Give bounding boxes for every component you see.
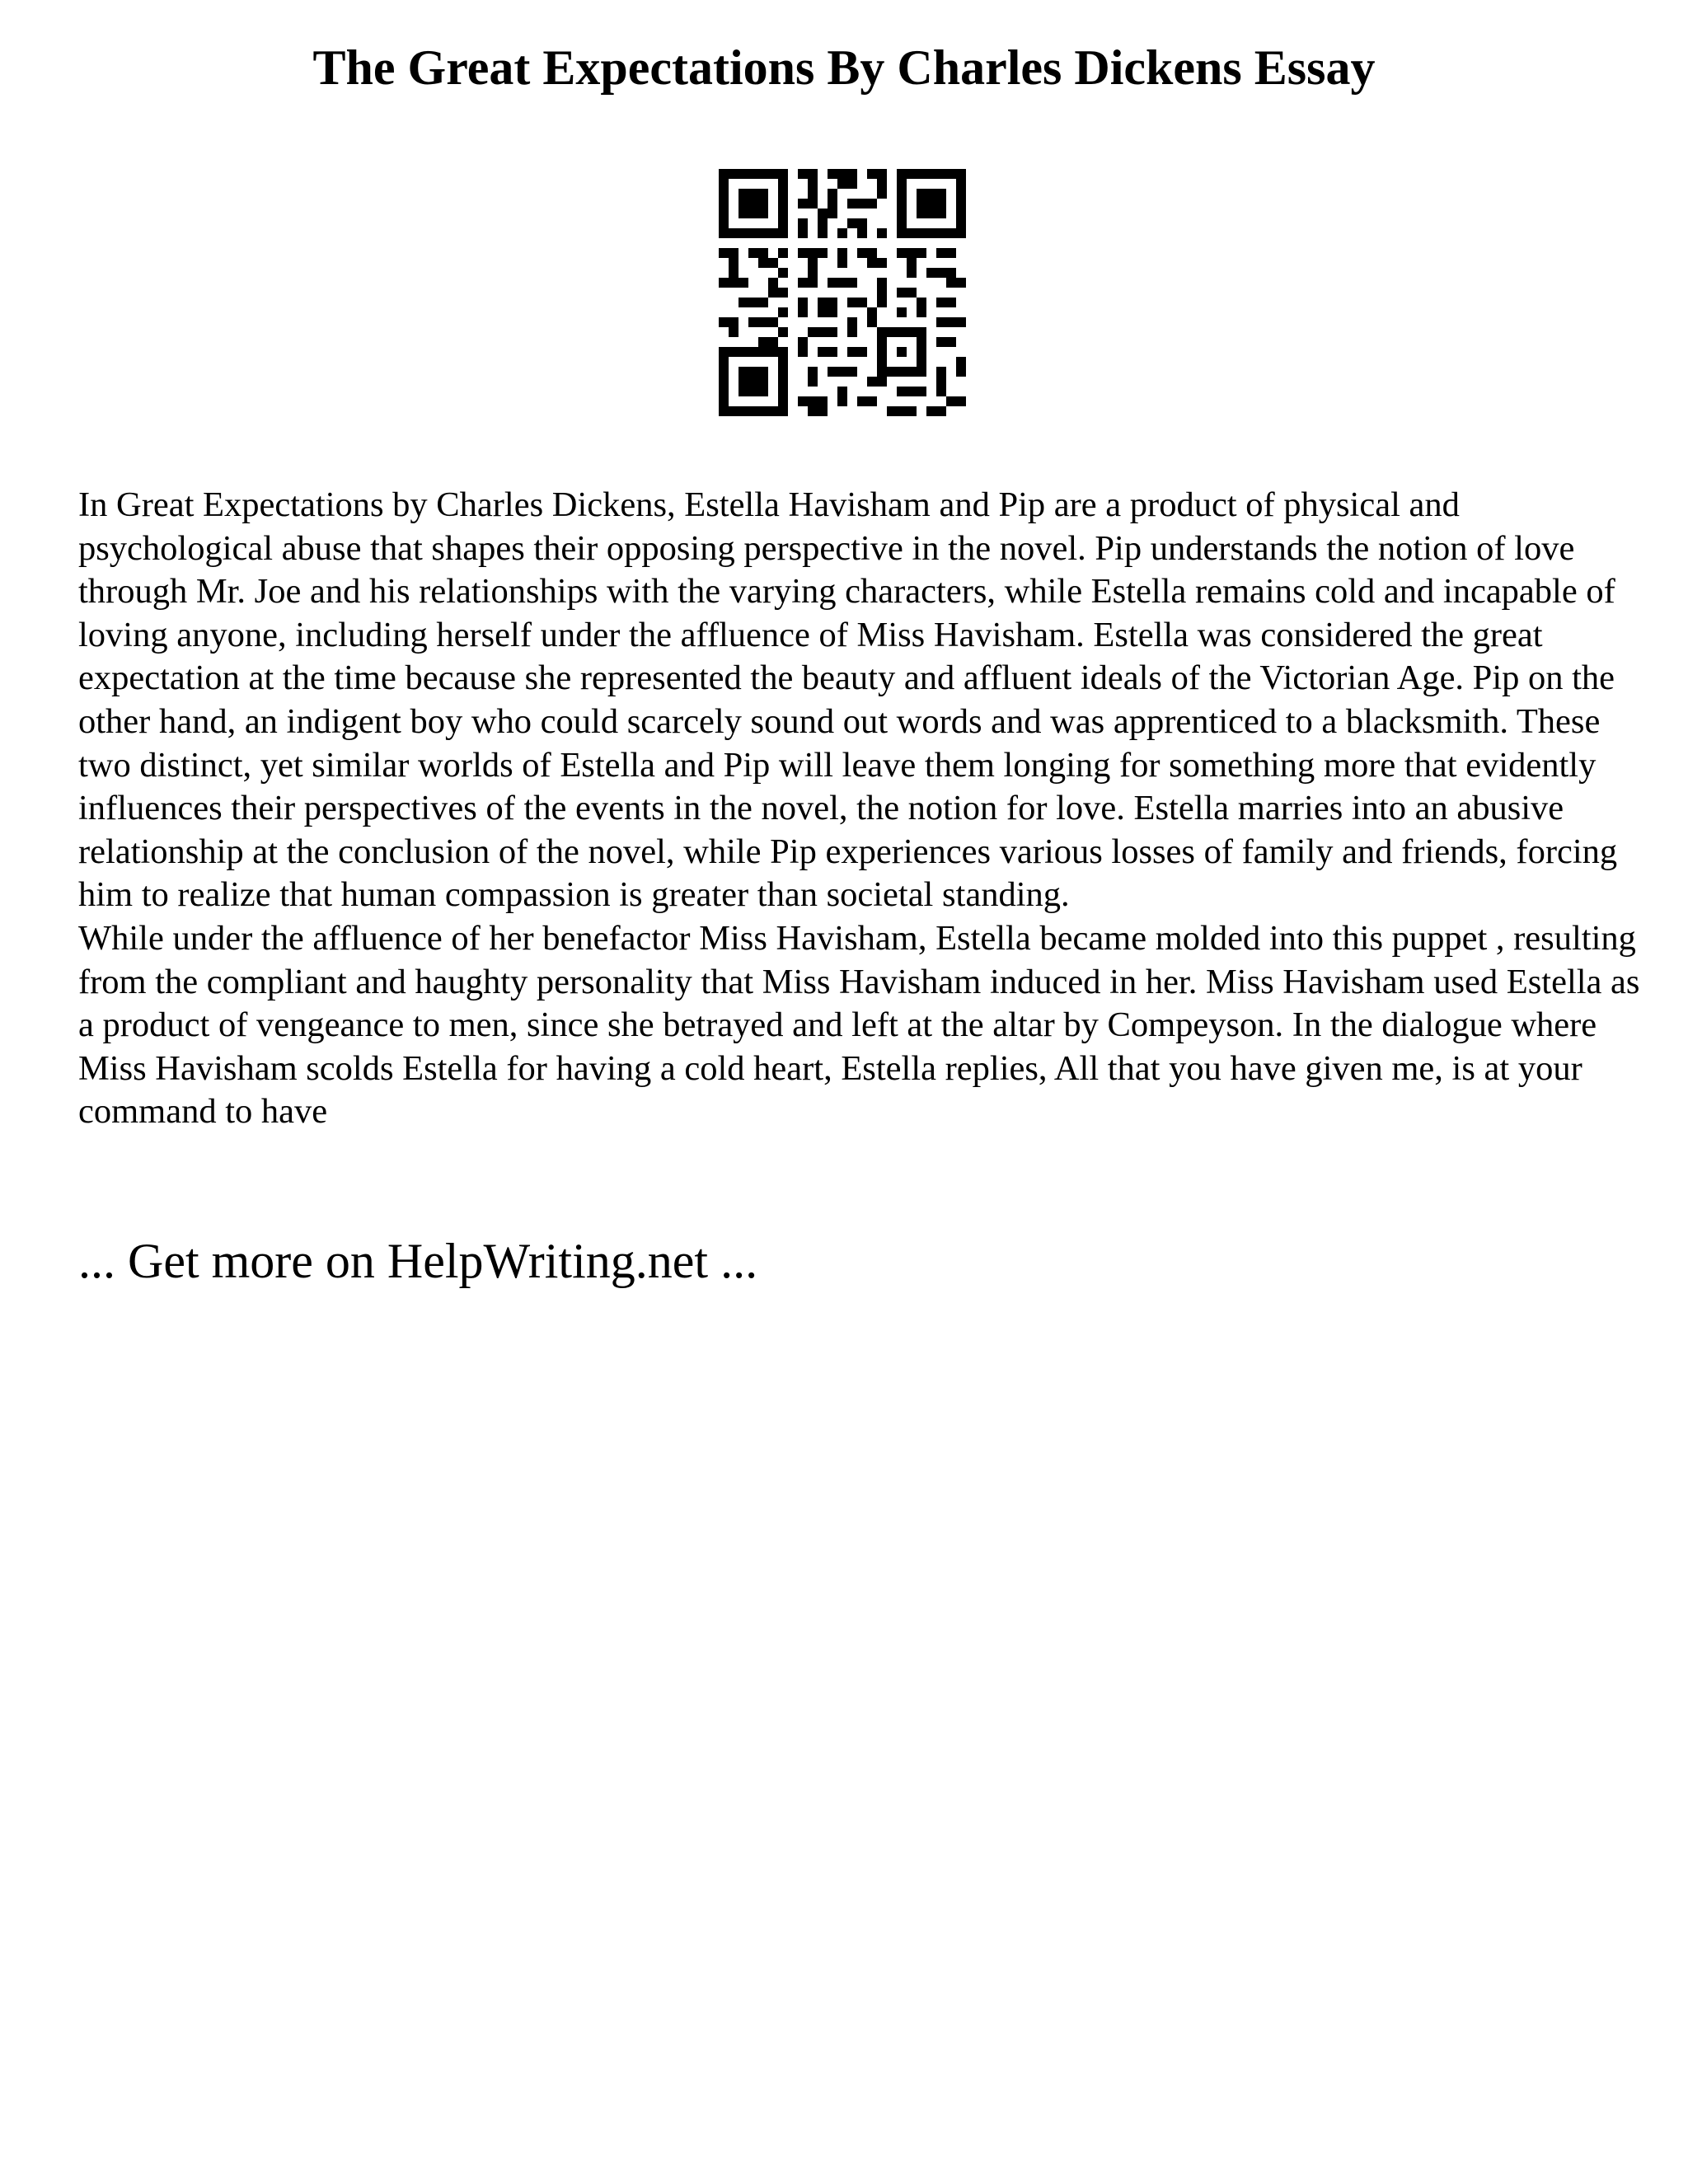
- paragraph-1: In Great Expectations by Charles Dickens, Estella Havisham and Pip are a product of physical and psychological abuse that shapes their opposing perspective in the novel. Pip understands the notion of love through Mr. Joe and his relationships with the varying characters, while Estella remains cold and incapable of loving anyone, including herself under the affluence of Miss Havisham. Estella was considered the great expectation at the time because she represented the beauty and affluent ideals of the Victorian Age. Pip on the other hand, an indigent boy who could scarcely sound out words and was apprenticed to a blacksmith. These two distinct, yet similar worlds of Estella and Pip will leave them longing for something more that evidently influences their perspectives of the events in the novel, the notion for love. Estella marries into an abusive relationship at the conclusion of the novel, while Pip experiences various losses of family and friends, forcing him to realize that human compassion is greater than societal standing.: [78, 485, 1618, 915]
- qr-code-icon: [719, 169, 966, 416]
- get-more-link[interactable]: ... Get more on HelpWriting.net ...: [78, 1234, 758, 1288]
- document-title: The Great Expectations By Charles Dickens Essay: [312, 40, 1376, 95]
- essay-body: [78, 484, 1644, 1134]
- paragraph-2: While under the affluence of her benefactor Miss Havisham, Estella became molded into this puppet , resulting from the compliant and haughty personality that Miss Havisham induced in her. Miss Havisham used Estella as a product of vengeance to men, since she betrayed and left at the altar by Compeyson. In the dialogue where Miss Havisham scolds Estella for having a cold heart, Estella replies, All that you have given me, is at your command to have: [78, 918, 1640, 1132]
